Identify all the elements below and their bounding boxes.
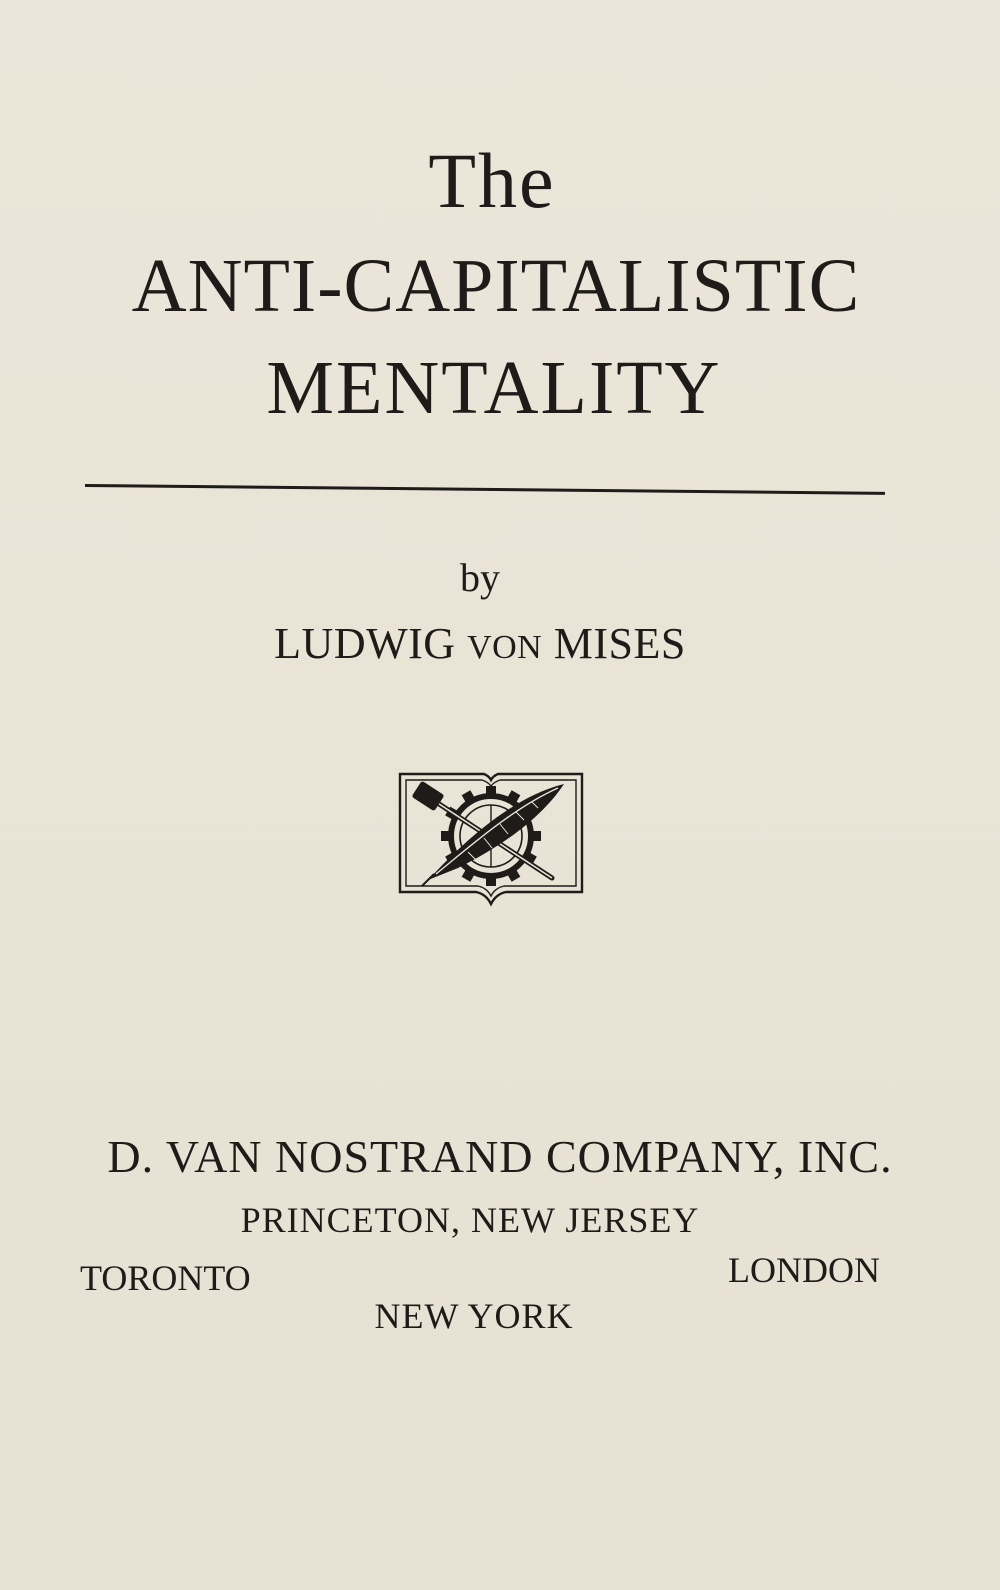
author-name (0, 619, 980, 668)
publisher-name: D. VAN NOSTRAND COMPANY, INC. (107, 1131, 893, 1182)
title-article: The (428, 137, 556, 224)
city-london: LONDON (728, 1250, 880, 1290)
title-rule-divider (85, 484, 885, 495)
city-toronto: TORONTO (80, 1258, 251, 1298)
byline: by (460, 555, 500, 600)
publisher-emblem-icon (398, 768, 584, 908)
author-last-name: MISES (553, 619, 686, 668)
book-title: ANTI-CAPITALISTIC (131, 244, 861, 328)
author-particle: VON (467, 629, 543, 666)
city-new-york: NEW YORK (374, 1296, 574, 1336)
book-title-second-line: MENTALITY (266, 346, 722, 430)
city-princeton: PRINCETON, NEW JERSEY (240, 1200, 700, 1240)
author-first-name: LUDWIG (274, 619, 456, 668)
